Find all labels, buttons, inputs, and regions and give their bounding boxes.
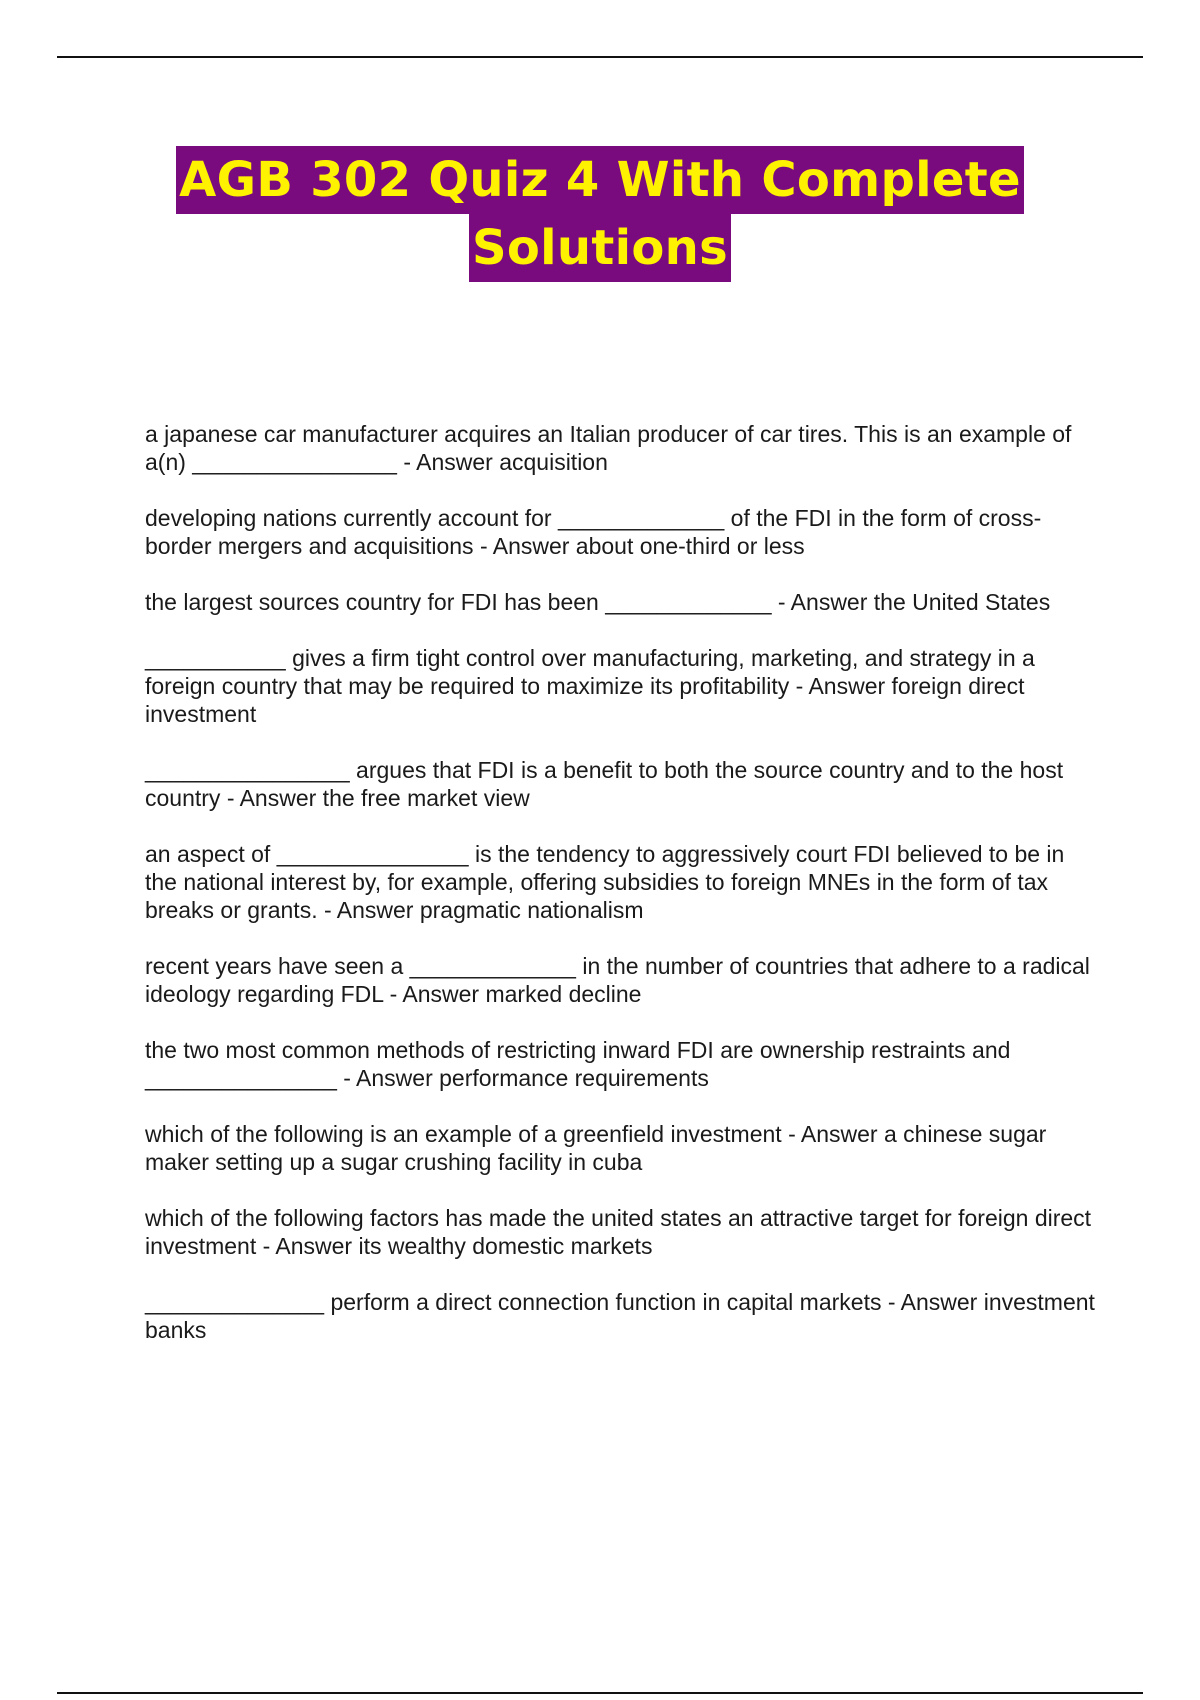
qa-item-4: ___________ gives a firm tight control over manufacturing, marketing, and strategy in a foreign country that may be required to maximize its profitability - Answer foreign direct investment: [145, 645, 1035, 727]
qa-item-7: recent years have seen a _____________ in the number of countries that adhere to a radical ideology regarding FDL - Answer marked decline: [145, 953, 1090, 1007]
qa-item-5: ________________ argues that FDI is a benefit to both the source country and to the host country - Answer the free market view: [145, 757, 1064, 811]
qa-item-10: which of the following factors has made the united states an attractive target for foreign direct investment - Answer its wealthy domestic markets: [145, 1205, 1092, 1259]
qa-item-2: developing nations currently account for _____________ of the FDI in the form of cross-border mergers and acquisitions - Answer about one-third or less: [145, 505, 1042, 559]
title-line-1: AGB 302 Quiz 4 With Complete: [176, 146, 1024, 214]
document-title: [0, 146, 1200, 282]
qa-item-6: an aspect of _______________ is the tendency to aggressively court FDI believed to be in the national interest by, for example, offering subsidies to foreign MNEs in the form of tax breaks or grants. - Answer pragmatic nationalism: [145, 841, 1065, 923]
top-rule: [57, 56, 1143, 58]
bottom-rule: [57, 1692, 1143, 1694]
title-line-2: Solutions: [469, 214, 731, 282]
qa-item-1: a japanese car manufacturer acquires an Italian producer of car tires. This is an example of a(n) ________________ - Answer acquisition: [145, 421, 1072, 475]
qa-item-3: the largest sources country for FDI has been _____________ - Answer the United States: [145, 589, 1051, 615]
qa-item-9: which of the following is an example of a greenfield investment - Answer a chinese sugar maker setting up a sugar crushing facility in cuba: [145, 1121, 1047, 1175]
qa-item-8: the two most common methods of restricting inward FDI are ownership restraints and _______________ - Answer performance requirements: [145, 1037, 1011, 1091]
qa-item-11: ______________ perform a direct connection function in capital markets - Answer investment banks: [145, 1289, 1095, 1343]
question-answer-list: [145, 420, 1095, 1372]
